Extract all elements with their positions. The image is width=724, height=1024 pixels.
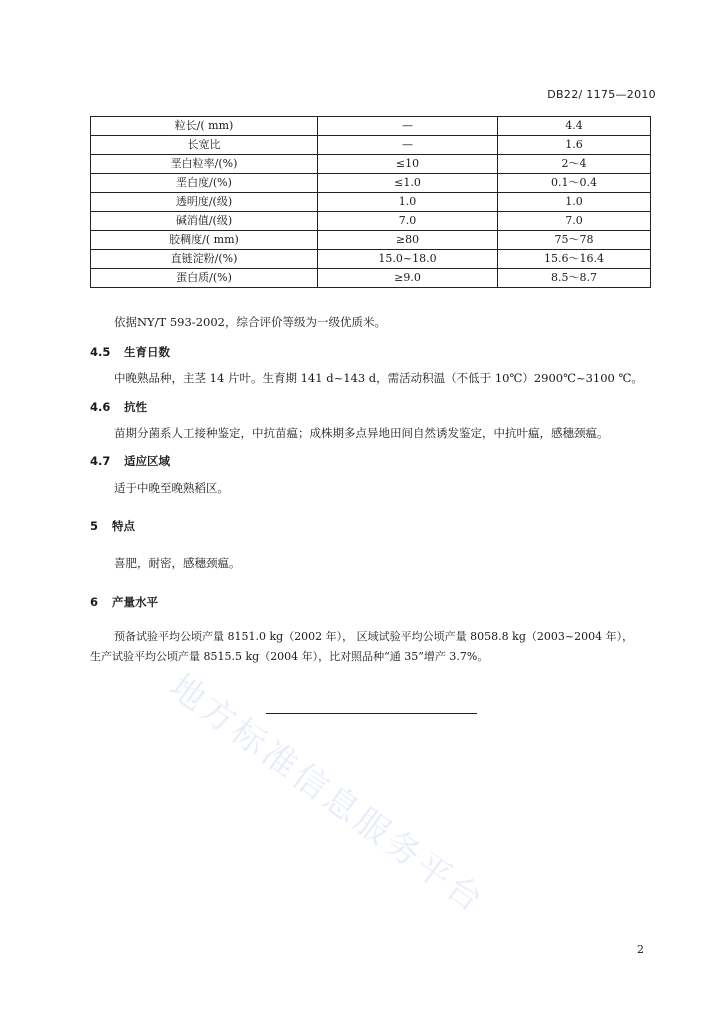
section-title: 产量水平 <box>112 595 159 609</box>
table-row <box>91 193 651 212</box>
section-number: 6 <box>90 595 99 609</box>
measured-value: 0.1～0.4 <box>498 174 651 193</box>
section-6-paragraph-line1: 预备试验平均公顷产量 8151.0 kg（2002 年）， 区域试验平均公顷产量 8058.8 kg（2003~2004 年）， <box>114 630 634 643</box>
standard-value: ≤10 <box>318 155 498 174</box>
section-5-heading <box>90 518 135 534</box>
standard-value: 1.0 <box>318 193 498 212</box>
row-label: 垩白度/(%) <box>91 174 318 193</box>
section-6-paragraph-line2: 生产试验平均公顷产量 8515.5 kg（2004 年），比对照品种“通 35”增产 3.7%。 <box>90 650 489 663</box>
standard-value: ≤1.0 <box>318 174 498 193</box>
table-row <box>91 231 651 250</box>
section-4-5-heading <box>90 344 170 360</box>
row-label: 蛋白质/(%) <box>91 269 318 288</box>
standard-value: 7.0 <box>318 212 498 231</box>
measured-value: 2～4 <box>498 155 651 174</box>
table-row <box>91 155 651 174</box>
section-title: 适应区域 <box>124 454 171 468</box>
row-label: 碱消值/(级) <box>91 212 318 231</box>
measured-value: 1.0 <box>498 193 651 212</box>
section-number: 5 <box>90 519 99 533</box>
standard-value: — <box>318 117 498 136</box>
measured-value: 1.6 <box>498 136 651 155</box>
section-title: 生育日数 <box>124 345 171 359</box>
row-label: 胶稠度/( mm) <box>91 231 318 250</box>
section-4-7-heading <box>90 453 170 469</box>
end-rule <box>266 713 477 714</box>
row-label: 长宽比 <box>91 136 318 155</box>
section-4-5-paragraph: 中晚熟品种，主茎 14 片叶。生育期 141 d~143 d，需活动积温（不低于 10℃）2900℃~3100 ℃。 <box>114 371 643 385</box>
section-number: 4.5 <box>90 345 111 359</box>
measured-value: 75～78 <box>498 231 651 250</box>
table-row <box>91 212 651 231</box>
section-4-7-paragraph: 适于中晚至晚熟稻区。 <box>114 481 229 495</box>
standard-value: — <box>318 136 498 155</box>
quality-table <box>90 116 651 288</box>
section-title: 抗性 <box>124 400 148 414</box>
table-row <box>91 136 651 155</box>
section-number: 4.7 <box>90 454 111 468</box>
table-row <box>91 250 651 269</box>
section-4-6-heading <box>90 399 147 415</box>
standard-value: 15.0~18.0 <box>318 250 498 269</box>
row-label: 垩白粒率/(%) <box>91 155 318 174</box>
standard-value: ≥9.0 <box>318 269 498 288</box>
section-5-paragraph: 喜肥，耐密，感穗颈瘟。 <box>114 556 241 570</box>
table-row <box>91 117 651 136</box>
page-number: 2 <box>637 943 644 956</box>
row-label: 直链淀粉/(%) <box>91 250 318 269</box>
measured-value: 7.0 <box>498 212 651 231</box>
row-label: 透明度/(级) <box>91 193 318 212</box>
measured-value: 4.4 <box>498 117 651 136</box>
section-4-6-paragraph: 苗期分菌系人工接种鉴定，中抗苗瘟；成株期多点异地田间自然诱发鉴定，中抗叶瘟，感穗颈瘟。 <box>114 426 609 440</box>
measured-value: 8.5～8.7 <box>498 269 651 288</box>
section-6-heading <box>90 594 158 610</box>
watermark-text: 地方标准信息服务平台 <box>161 666 493 923</box>
basis-paragraph: 依据NY/T 593-2002，综合评价等级为一级优质米。 <box>114 315 386 329</box>
section-number: 4.6 <box>90 400 111 414</box>
table-row <box>91 174 651 193</box>
row-label: 粒长/( mm) <box>91 117 318 136</box>
standard-value: ≥80 <box>318 231 498 250</box>
measured-value: 15.6～16.4 <box>498 250 651 269</box>
document-code: DB22/ 1175—2010 <box>547 88 656 101</box>
table-row <box>91 269 651 288</box>
section-title: 特点 <box>112 519 136 533</box>
